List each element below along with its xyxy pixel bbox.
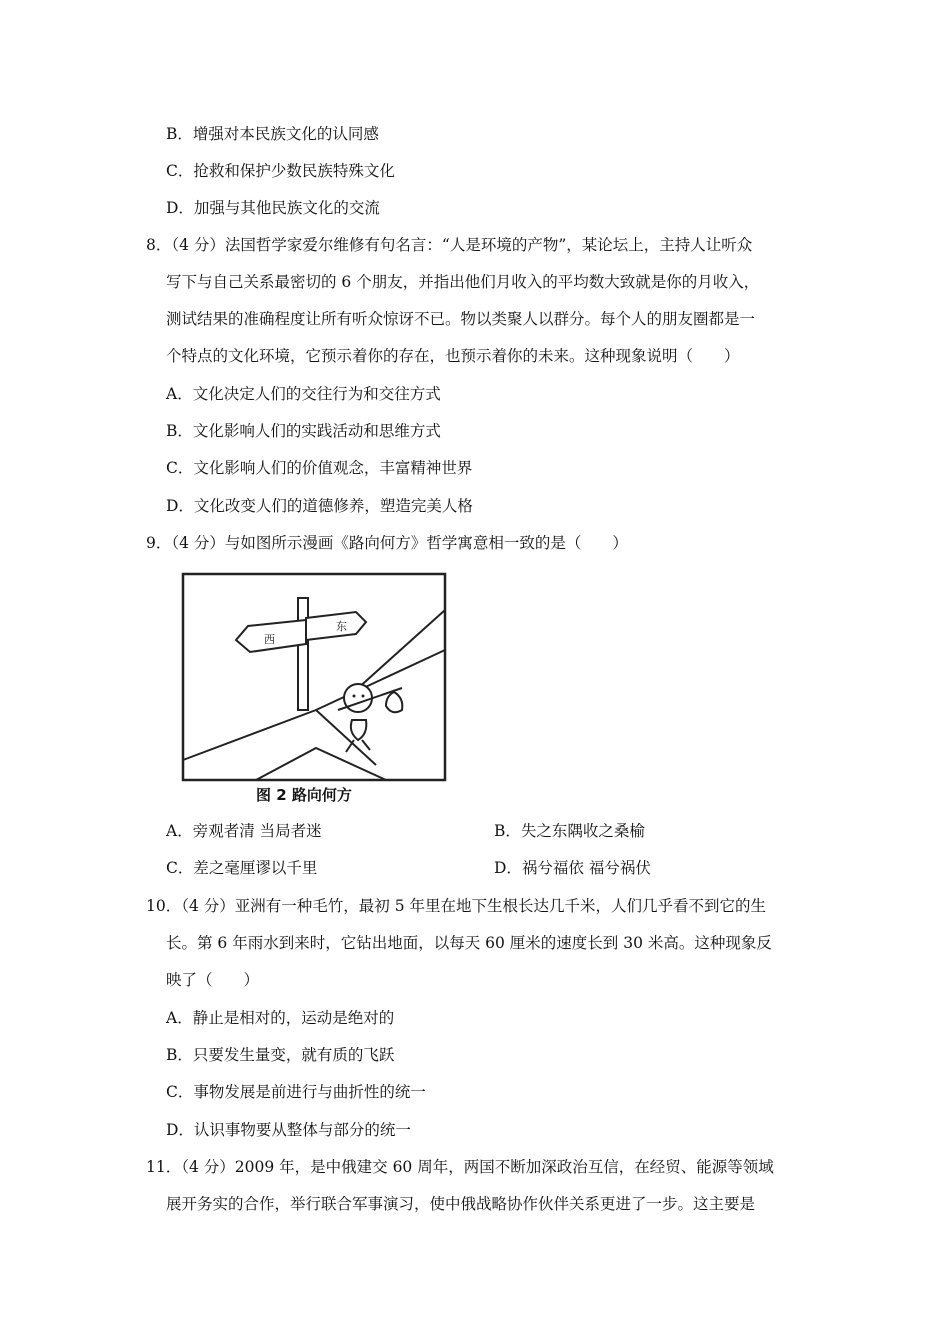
q10-option-c: C．事物发展是前进行与曲折性的统一 <box>166 1083 426 1101</box>
q10-stem-line-3: 映了（ ） <box>166 971 260 989</box>
q9-stem-line-1: 9．（4 分）与如图所示漫画《路向何方》哲学寓意相一致的是（ ） <box>146 534 628 552</box>
sign-east-text: 东 <box>336 620 347 633</box>
q8-stem-line-1: 8．（4 分）法国哲学家爱尔维修有句名言：“人是环境的产物”，某论坛上，主持人让听众 <box>146 236 753 254</box>
figure-caption: 图 2 路向何方 <box>256 786 352 804</box>
q8-option-c: C．文化影响人们的价值观念，丰富精神世界 <box>166 459 473 477</box>
q9-option-d: D．祸兮福依 福兮祸伏 <box>494 859 651 877</box>
cartoon-figure <box>166 570 456 810</box>
q8-option-a: A．文化决定人们的交往行为和交往方式 <box>166 385 441 403</box>
q8-stem-line-4: 个特点的文化环境，它预示着你的存在，也预示着你的未来。这种现象说明（ ） <box>166 347 740 365</box>
signpost-pole <box>298 598 308 710</box>
q9-option-a: A．旁观者清 当局者迷 <box>166 822 322 840</box>
cartoon-drawing <box>166 570 456 784</box>
q10-stem-line-2: 长。第 6 年雨水到来时，它钻出地面，以每天 60 厘米的速度长到 30 米高。这种现象反 <box>166 934 772 952</box>
q8-option-d: D．文化改变人们的道德修养，塑造完美人格 <box>166 497 473 515</box>
q11-stem-line-2: 展开务实的合作，举行联合军事演习，使中俄战略协作伙伴关系更进了一步。这主要是 <box>166 1195 756 1213</box>
q10-stem-line-1: 10．（4 分）亚洲有一种毛竹，最初 5 年里在地下生根长达几千米，人们几乎看不到它的生 <box>146 897 766 915</box>
q7-option-b: B．增强对本民族文化的认同感 <box>166 125 379 143</box>
q9-option-c: C．差之毫厘谬以千里 <box>166 859 318 877</box>
q11-stem-line-1: 11．（4 分）2009 年，是中俄建交 60 周年，两国不断加深政治互信，在经贸、能源等领域 <box>146 1158 774 1176</box>
q8-stem-line-3: 测试结果的准确程度让所有听众惊讶不已。物以类聚人以群分。每个人的朋友圈都是一 <box>166 310 756 328</box>
q10-option-d: D．认识事物要从整体与部分的统一 <box>166 1121 411 1139</box>
person-head <box>344 684 372 712</box>
q9-option-b: B．失之东隅收之桑榆 <box>494 822 645 840</box>
q8-option-b: B．文化影响人们的实践活动和思维方式 <box>166 422 441 440</box>
q7-option-d: D．加强与其他民族文化的交流 <box>166 199 380 217</box>
q10-option-b: B．只要发生量变，就有质的飞跃 <box>166 1046 395 1064</box>
sign-west-text: 西 <box>264 633 275 646</box>
q8-stem-line-2: 写下与自己关系最密切的 6 个朋友，并指出他们月收入的平均数大致就是你的月收入， <box>166 273 760 291</box>
q10-option-a: A．静止是相对的，运动是绝对的 <box>166 1009 395 1027</box>
q7-option-c: C．抢救和保护少数民族特殊文化 <box>166 162 395 180</box>
